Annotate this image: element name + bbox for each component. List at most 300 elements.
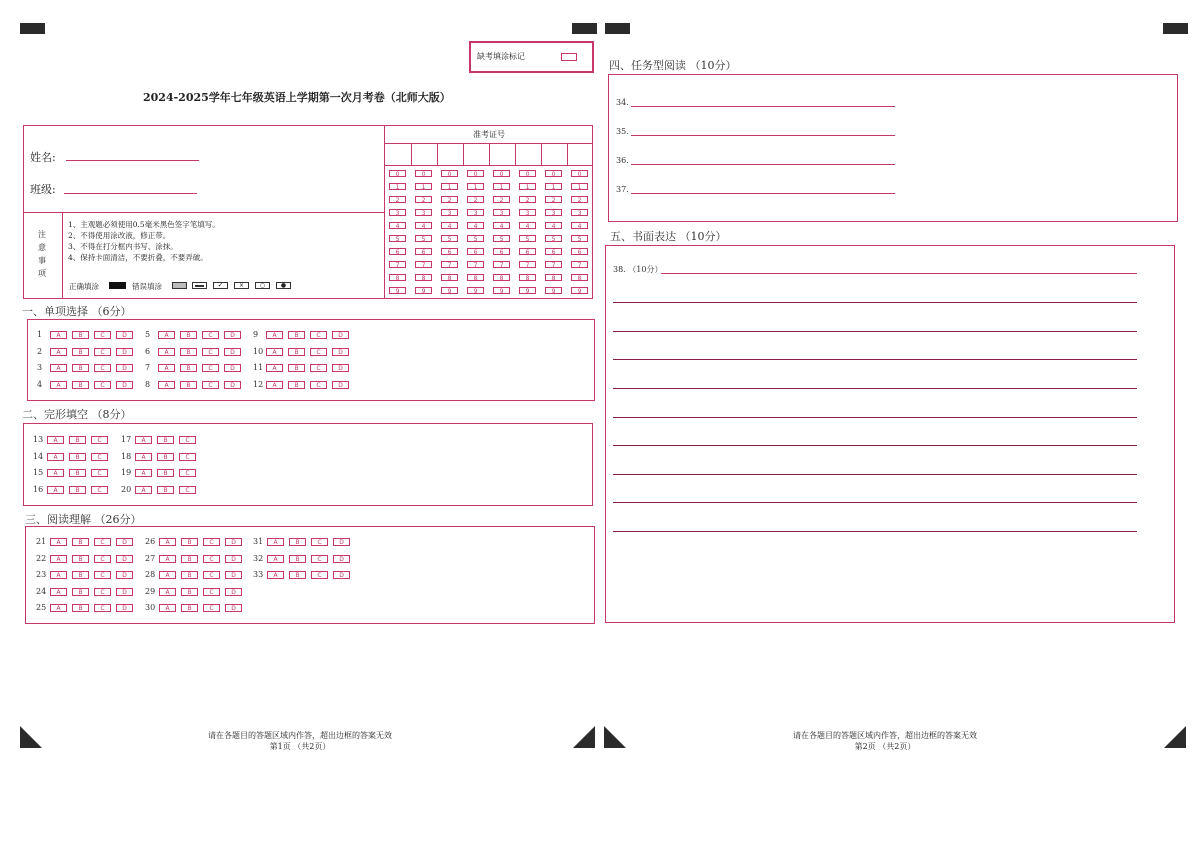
- option-bubble-c[interactable]: C: [94, 604, 111, 612]
- exam-id-bubble[interactable]: 2: [493, 196, 510, 203]
- option-bubble-b[interactable]: B: [288, 331, 305, 339]
- option-bubble-c[interactable]: C: [203, 538, 220, 546]
- exam-id-bubble[interactable]: 7: [545, 261, 562, 268]
- exam-id-bubble[interactable]: 3: [415, 209, 432, 216]
- option-bubble-b[interactable]: B: [72, 348, 89, 356]
- option-bubble-d[interactable]: D: [333, 538, 350, 546]
- corner-triangle: [573, 726, 595, 748]
- option-bubble-b[interactable]: B: [69, 436, 86, 444]
- answer-line[interactable]: [631, 106, 895, 107]
- option-bubble-b[interactable]: B: [69, 469, 86, 477]
- option-bubble-c[interactable]: C: [179, 453, 196, 461]
- divider: [567, 143, 568, 165]
- exam-id-bubble[interactable]: 9: [493, 287, 510, 294]
- exam-id-bubble[interactable]: 3: [493, 209, 510, 216]
- option-bubble-b[interactable]: B: [157, 436, 174, 444]
- question-number: 23: [36, 570, 47, 579]
- option-bubble-d[interactable]: D: [116, 381, 133, 389]
- option-bubble-b[interactable]: B: [181, 571, 198, 579]
- option-bubble-c[interactable]: C: [203, 555, 220, 563]
- task-item-number: 35.: [616, 127, 629, 136]
- footer-page: 第1页 （共2页）: [269, 742, 331, 751]
- option-bubble-a[interactable]: A: [267, 571, 284, 579]
- option-bubble-d[interactable]: D: [225, 571, 242, 579]
- answer-line[interactable]: [613, 388, 1137, 389]
- exam-id-bubble[interactable]: 6: [571, 248, 588, 255]
- option-bubble-b[interactable]: B: [180, 348, 197, 356]
- task-item-number: 37.: [616, 185, 629, 194]
- option-bubble-d[interactable]: D: [224, 364, 241, 372]
- divider: [463, 143, 464, 165]
- exam-id-bubble[interactable]: 9: [441, 287, 458, 294]
- question-number: 2: [37, 346, 43, 356]
- option-bubble-a[interactable]: A: [50, 364, 67, 372]
- answer-line[interactable]: [613, 359, 1137, 360]
- section-title-single-choice: 一、单项选择 （6分）: [22, 305, 132, 318]
- exam-id-bubble[interactable]: 4: [441, 222, 458, 229]
- exam-id-bubble[interactable]: 5: [545, 235, 562, 242]
- option-bubble-c[interactable]: C: [311, 571, 328, 579]
- note-item: 4、保持卡面清洁，不要折叠，不要弄破。: [68, 253, 208, 262]
- option-bubble-c[interactable]: C: [91, 453, 108, 461]
- question-number: 17: [121, 435, 132, 444]
- writing-box: [605, 245, 1175, 623]
- answer-line[interactable]: [631, 135, 895, 136]
- question-number: 32: [253, 553, 264, 563]
- exam-id-bubble[interactable]: 4: [415, 222, 432, 229]
- corner-triangle: [1164, 726, 1186, 748]
- exam-id-bubble[interactable]: 5: [493, 235, 510, 242]
- option-bubble-b[interactable]: B: [288, 348, 305, 356]
- fill-wrong-sample: ✓: [213, 282, 228, 289]
- option-bubble-c[interactable]: C: [91, 436, 108, 444]
- option-bubble-a[interactable]: A: [159, 571, 176, 579]
- divider: [411, 143, 412, 165]
- option-bubble-d[interactable]: D: [116, 555, 133, 563]
- option-bubble-a[interactable]: A: [50, 538, 67, 546]
- divider: [385, 165, 593, 166]
- option-bubble-c[interactable]: C: [91, 486, 108, 494]
- option-bubble-d[interactable]: D: [225, 555, 242, 563]
- option-bubble-b[interactable]: B: [72, 604, 89, 612]
- exam-id-bubble[interactable]: 7: [441, 261, 458, 268]
- option-bubble-d[interactable]: D: [333, 555, 350, 563]
- exam-id-bubble[interactable]: 9: [519, 287, 536, 294]
- option-bubble-b[interactable]: B: [157, 453, 174, 461]
- exam-id-bubble[interactable]: 5: [441, 235, 458, 242]
- notice-char: 意: [38, 243, 46, 252]
- exam-id-bubble[interactable]: 7: [493, 261, 510, 268]
- question-number: 18: [121, 451, 132, 461]
- option-bubble-c[interactable]: C: [94, 571, 111, 579]
- answer-line[interactable]: [613, 445, 1137, 446]
- option-bubble-b[interactable]: B: [289, 555, 306, 563]
- option-bubble-a[interactable]: A: [158, 381, 175, 389]
- divider: [515, 143, 516, 165]
- name-field[interactable]: [66, 159, 199, 161]
- divider: [437, 143, 438, 165]
- option-bubble-b[interactable]: B: [72, 571, 89, 579]
- option-bubble-c[interactable]: C: [94, 364, 111, 372]
- option-bubble-a[interactable]: A: [47, 469, 64, 477]
- exam-id-bubble[interactable]: 5: [519, 235, 536, 242]
- question-number: 12: [253, 379, 264, 389]
- footer-page: 第2页 （共2页）: [854, 742, 916, 751]
- option-bubble-b[interactable]: B: [288, 381, 305, 389]
- exam-id-bubble[interactable]: 6: [493, 248, 510, 255]
- exam-id-bubble[interactable]: 2: [571, 196, 588, 203]
- exam-id-bubble[interactable]: 7: [571, 261, 588, 268]
- section-title-writing: 五、书面表达 （10分）: [610, 230, 727, 243]
- option-bubble-c[interactable]: C: [94, 588, 111, 596]
- option-bubble-a[interactable]: A: [50, 348, 67, 356]
- option-bubble-a[interactable]: A: [159, 538, 176, 546]
- option-bubble-a[interactable]: A: [50, 555, 67, 563]
- option-bubble-a[interactable]: A: [47, 436, 64, 444]
- task-reading-box: [608, 74, 1178, 222]
- fill-wrong-sample: ○: [255, 282, 270, 289]
- exam-id-bubble[interactable]: 8: [519, 274, 536, 281]
- absent-mark-box: [469, 41, 594, 73]
- answer-line[interactable]: [613, 502, 1137, 503]
- question-number: 13: [33, 435, 44, 444]
- exam-id-bubble[interactable]: 1: [415, 183, 432, 190]
- option-bubble-b[interactable]: B: [180, 381, 197, 389]
- task-item-number: 36.: [616, 156, 629, 165]
- exam-id-bubble[interactable]: 0: [415, 170, 432, 177]
- option-bubble-c[interactable]: C: [179, 469, 196, 477]
- option-bubble-c[interactable]: C: [202, 331, 219, 339]
- exam-id-bubble[interactable]: 1: [493, 183, 510, 190]
- exam-id-bubble[interactable]: 7: [519, 261, 536, 268]
- question-number: 7: [145, 363, 151, 372]
- option-bubble-d[interactable]: D: [225, 588, 242, 596]
- option-bubble-c[interactable]: C: [202, 381, 219, 389]
- option-bubble-a[interactable]: A: [47, 486, 64, 494]
- exam-id-bubble[interactable]: 3: [441, 209, 458, 216]
- section-title-task-reading: 四、任务型阅读 （10分）: [609, 59, 737, 72]
- option-bubble-d[interactable]: D: [116, 604, 133, 612]
- exam-id-bubble[interactable]: 9: [389, 287, 406, 294]
- exam-id-bubble[interactable]: 3: [519, 209, 536, 216]
- option-bubble-a[interactable]: A: [267, 555, 284, 563]
- exam-id-bubble[interactable]: 9: [571, 287, 588, 294]
- option-bubble-d[interactable]: D: [332, 348, 349, 356]
- option-bubble-d[interactable]: D: [332, 331, 349, 339]
- option-bubble-a[interactable]: A: [266, 364, 283, 372]
- option-bubble-d[interactable]: D: [224, 348, 241, 356]
- option-bubble-a[interactable]: A: [50, 588, 67, 596]
- question-number: 10: [253, 346, 264, 356]
- notice-char: 项: [38, 269, 46, 278]
- exam-id-bubble[interactable]: 0: [519, 170, 536, 177]
- question-number: 27: [145, 553, 156, 563]
- exam-id-bubble[interactable]: 0: [389, 170, 406, 177]
- question-number: 6: [145, 346, 151, 356]
- option-bubble-b[interactable]: B: [72, 555, 89, 563]
- option-bubble-c[interactable]: C: [203, 571, 220, 579]
- exam-id-bubble[interactable]: 1: [571, 183, 588, 190]
- option-bubble-c[interactable]: C: [91, 469, 108, 477]
- option-bubble-d[interactable]: D: [225, 604, 242, 612]
- option-bubble-c[interactable]: C: [94, 331, 111, 339]
- exam-id-bubble[interactable]: 4: [571, 222, 588, 229]
- answer-line[interactable]: [613, 474, 1137, 475]
- option-bubble-a[interactable]: A: [266, 348, 283, 356]
- option-bubble-c[interactable]: C: [311, 538, 328, 546]
- option-bubble-b[interactable]: B: [181, 555, 198, 563]
- exam-id-bubble[interactable]: 8: [389, 274, 406, 281]
- note-item: 2、不得使用涂改液，修正带。: [68, 231, 171, 240]
- option-bubble-c[interactable]: C: [179, 436, 196, 444]
- exam-id-bubble[interactable]: 1: [519, 183, 536, 190]
- option-bubble-a[interactable]: A: [135, 486, 152, 494]
- exam-id-bubble[interactable]: 4: [493, 222, 510, 229]
- question-number: 4: [37, 379, 43, 389]
- exam-id-bubble[interactable]: 1: [441, 183, 458, 190]
- fill-wrong-sample: [192, 282, 207, 289]
- question-number: 31: [253, 537, 264, 546]
- option-bubble-b[interactable]: B: [289, 571, 306, 579]
- option-bubble-a[interactable]: A: [50, 604, 67, 612]
- question-number: 16: [33, 484, 44, 494]
- option-bubble-a[interactable]: A: [267, 538, 284, 546]
- option-bubble-c[interactable]: C: [310, 381, 327, 389]
- exam-id-bubble[interactable]: 4: [467, 222, 484, 229]
- fill-wrong-sample: [172, 282, 187, 289]
- exam-id-bubble[interactable]: 5: [389, 235, 406, 242]
- question-number: 1: [37, 330, 43, 339]
- option-bubble-a[interactable]: A: [158, 348, 175, 356]
- option-bubble-c[interactable]: C: [203, 588, 220, 596]
- exam-id-bubble[interactable]: 9: [467, 287, 484, 294]
- option-bubble-c[interactable]: C: [94, 381, 111, 389]
- exam-id-bubble[interactable]: 3: [571, 209, 588, 216]
- exam-id-bubble[interactable]: 8: [493, 274, 510, 281]
- section-title-cloze: 二、完形填空 （8分）: [22, 408, 132, 421]
- exam-id-bubble[interactable]: 7: [389, 261, 406, 268]
- exam-id-bubble[interactable]: 2: [545, 196, 562, 203]
- option-bubble-d[interactable]: D: [116, 364, 133, 372]
- option-bubble-b[interactable]: B: [181, 604, 198, 612]
- exam-id-bubble[interactable]: 2: [441, 196, 458, 203]
- class-label: 班级:: [30, 183, 56, 196]
- option-bubble-b[interactable]: B: [181, 588, 198, 596]
- option-bubble-d[interactable]: D: [116, 348, 133, 356]
- notes-list: [68, 219, 220, 263]
- question-number: 26: [145, 537, 156, 546]
- exam-id-bubble[interactable]: 0: [545, 170, 562, 177]
- exam-id-bubble[interactable]: 4: [389, 222, 406, 229]
- exam-id-bubble[interactable]: 2: [415, 196, 432, 203]
- exam-id-bubble[interactable]: 9: [415, 287, 432, 294]
- absent-mark-bubble[interactable]: [561, 53, 577, 61]
- option-bubble-c[interactable]: C: [179, 486, 196, 494]
- exam-id-bubble[interactable]: 8: [467, 274, 484, 281]
- option-bubble-b[interactable]: B: [180, 331, 197, 339]
- option-bubble-b[interactable]: B: [157, 486, 174, 494]
- question-number: 22: [36, 553, 47, 563]
- option-bubble-d[interactable]: D: [116, 331, 133, 339]
- option-bubble-a[interactable]: A: [135, 469, 152, 477]
- answer-line[interactable]: [613, 417, 1137, 418]
- question-number: 5: [145, 330, 151, 339]
- fill-correct-sample: [109, 282, 126, 289]
- absent-mark-label: 缺考填涂标记: [477, 52, 525, 61]
- exam-id-bubble[interactable]: 6: [389, 248, 406, 255]
- option-bubble-a[interactable]: A: [159, 588, 176, 596]
- task-item-number: 34.: [616, 98, 629, 107]
- exam-id-area: [384, 126, 593, 298]
- option-bubble-d[interactable]: D: [116, 571, 133, 579]
- name-label: 姓名:: [30, 151, 56, 164]
- option-bubble-a[interactable]: A: [47, 453, 64, 461]
- option-bubble-c[interactable]: C: [202, 348, 219, 356]
- exam-id-bubble[interactable]: 6: [441, 248, 458, 255]
- option-bubble-b[interactable]: B: [288, 364, 305, 372]
- page-title: 2024-2025学年七年级英语上学期第一次月考卷（北师大版）: [143, 91, 451, 104]
- option-bubble-b[interactable]: B: [181, 538, 198, 546]
- exam-id-bubble[interactable]: 0: [441, 170, 458, 177]
- fill-correct-label: 正确填涂: [69, 282, 99, 291]
- question-number: 11: [253, 363, 264, 372]
- option-bubble-a[interactable]: A: [158, 364, 175, 372]
- exam-id-bubble[interactable]: 6: [415, 248, 432, 255]
- option-bubble-c[interactable]: C: [94, 348, 111, 356]
- option-bubble-b[interactable]: B: [69, 453, 86, 461]
- option-bubble-c[interactable]: C: [94, 555, 111, 563]
- option-bubble-b[interactable]: B: [157, 469, 174, 477]
- exam-id-bubble[interactable]: 8: [441, 274, 458, 281]
- divider: [541, 143, 542, 165]
- reading-box: [25, 526, 595, 624]
- corner-triangle: [20, 726, 42, 748]
- option-bubble-a[interactable]: A: [159, 604, 176, 612]
- option-bubble-d[interactable]: D: [332, 364, 349, 372]
- exam-id-bubble[interactable]: 3: [545, 209, 562, 216]
- option-bubble-b[interactable]: B: [72, 381, 89, 389]
- option-bubble-c[interactable]: C: [310, 364, 327, 372]
- option-bubble-a[interactable]: A: [266, 331, 283, 339]
- divider: [489, 143, 490, 165]
- option-bubble-b[interactable]: B: [69, 486, 86, 494]
- answer-line[interactable]: [631, 164, 895, 165]
- corner-triangle: [604, 726, 626, 748]
- exam-id-bubble[interactable]: 5: [467, 235, 484, 242]
- exam-id-bubble[interactable]: 1: [545, 183, 562, 190]
- exam-id-bubble[interactable]: 1: [467, 183, 484, 190]
- question-number: 14: [33, 451, 44, 461]
- option-bubble-c[interactable]: C: [203, 604, 220, 612]
- registration-mark: [20, 23, 45, 34]
- registration-mark: [1163, 23, 1188, 34]
- registration-mark: [605, 23, 630, 34]
- option-bubble-c[interactable]: C: [311, 555, 328, 563]
- exam-id-bubble[interactable]: 6: [467, 248, 484, 255]
- answer-line[interactable]: [613, 531, 1137, 532]
- exam-id-bubble[interactable]: 2: [467, 196, 484, 203]
- exam-id-bubble[interactable]: 6: [519, 248, 536, 255]
- option-bubble-a[interactable]: A: [50, 331, 67, 339]
- option-bubble-b[interactable]: B: [72, 331, 89, 339]
- option-bubble-a[interactable]: A: [159, 555, 176, 563]
- question-number: 21: [36, 537, 47, 546]
- option-bubble-d[interactable]: D: [116, 538, 133, 546]
- footer-note: 请在各题目的答题区域内作答，超出边框的答案无效: [793, 731, 977, 740]
- exam-id-bubble[interactable]: 2: [519, 196, 536, 203]
- section-title-reading: 三、阅读理解 （26分）: [25, 513, 142, 526]
- answer-line[interactable]: [661, 273, 1137, 274]
- exam-id-bubble[interactable]: 7: [415, 261, 432, 268]
- exam-id-bubble[interactable]: 8: [415, 274, 432, 281]
- question-number: 28: [145, 570, 156, 579]
- exam-id-bubble[interactable]: 0: [467, 170, 484, 177]
- answer-line[interactable]: [613, 302, 1137, 303]
- option-bubble-a[interactable]: A: [135, 453, 152, 461]
- exam-id-bubble[interactable]: 8: [571, 274, 588, 281]
- exam-id-bubble[interactable]: 5: [571, 235, 588, 242]
- question-number: 29: [145, 586, 156, 596]
- option-bubble-c[interactable]: C: [310, 331, 327, 339]
- option-bubble-d[interactable]: D: [332, 381, 349, 389]
- exam-id-bubble[interactable]: 2: [389, 196, 406, 203]
- exam-id-bubble[interactable]: 0: [493, 170, 510, 177]
- option-bubble-a[interactable]: A: [50, 571, 67, 579]
- exam-id-bubble[interactable]: 8: [545, 274, 562, 281]
- option-bubble-b[interactable]: B: [72, 364, 89, 372]
- fill-wrong-sample: ×: [234, 282, 249, 289]
- option-bubble-c[interactable]: C: [94, 538, 111, 546]
- exam-id-bubble[interactable]: 4: [519, 222, 536, 229]
- option-bubble-a[interactable]: A: [158, 331, 175, 339]
- option-bubble-b[interactable]: B: [180, 364, 197, 372]
- option-bubble-a[interactable]: A: [50, 381, 67, 389]
- option-bubble-b[interactable]: B: [72, 538, 89, 546]
- question-number: 19: [121, 468, 132, 477]
- option-bubble-d[interactable]: D: [116, 588, 133, 596]
- exam-id-bubble[interactable]: 0: [571, 170, 588, 177]
- answer-line[interactable]: [613, 331, 1137, 332]
- option-bubble-a[interactable]: A: [266, 381, 283, 389]
- question-number: 15: [33, 468, 44, 477]
- exam-id-bubble[interactable]: 3: [467, 209, 484, 216]
- exam-id-bubble[interactable]: 6: [545, 248, 562, 255]
- option-bubble-d[interactable]: D: [224, 381, 241, 389]
- option-bubble-b[interactable]: B: [72, 588, 89, 596]
- info-block: [23, 125, 593, 299]
- option-bubble-c[interactable]: C: [202, 364, 219, 372]
- exam-id-bubble[interactable]: 5: [415, 235, 432, 242]
- notice-char: 事: [38, 256, 46, 265]
- option-bubble-c[interactable]: C: [310, 348, 327, 356]
- exam-id-bubble[interactable]: 4: [545, 222, 562, 229]
- option-bubble-d[interactable]: D: [225, 538, 242, 546]
- note-item: 3、不得在打分框内书写、涂抹。: [68, 242, 178, 251]
- single-choice-box: [27, 319, 595, 401]
- option-bubble-d[interactable]: D: [333, 571, 350, 579]
- answer-line[interactable]: [631, 193, 895, 194]
- question-number: 9: [253, 330, 259, 339]
- writing-label: 38. （10分）: [613, 265, 663, 274]
- exam-id-bubble[interactable]: 3: [389, 209, 406, 216]
- option-bubble-b[interactable]: B: [289, 538, 306, 546]
- option-bubble-d[interactable]: D: [224, 331, 241, 339]
- option-bubble-a[interactable]: A: [135, 436, 152, 444]
- class-field[interactable]: [64, 192, 197, 194]
- exam-id-bubble[interactable]: 7: [467, 261, 484, 268]
- exam-id-bubble[interactable]: 9: [545, 287, 562, 294]
- exam-id-bubble[interactable]: 1: [389, 183, 406, 190]
